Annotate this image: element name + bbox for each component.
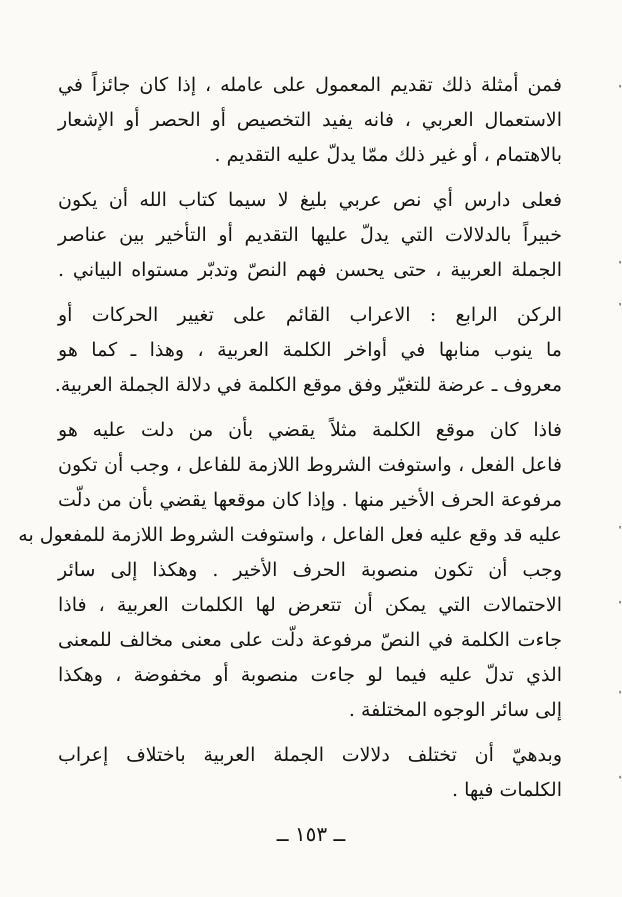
paragraph-2 xyxy=(58,183,562,288)
text-line: ما ينوب منابها في أواخر الكلمة العربية ، وهذا ـ كما هو xyxy=(58,339,562,361)
text-line: الكلمات فيها . xyxy=(452,779,562,801)
text-line: خبيراً بالدلالات التي يدلّ عليها التقديم أو التأخير بين عناصر xyxy=(58,224,563,246)
text-line: وبدهيّ أن تختلف دلالات الجملة العربية باختلاف إعراب xyxy=(58,744,562,766)
text-line: الاستعمال العربي ، فانه يفيد التخصيص أو الحصر أو الإشعار xyxy=(58,109,562,131)
text-line: الجملة العربية ، حتى يحسن فهم النصّ وتدبّر مستواه البياني . xyxy=(58,259,562,281)
paragraph-3 xyxy=(54,298,562,403)
text-line: الاحتمالات التي يمكن أن تتعرض لها الكلمات العربية ، فاذا xyxy=(58,594,562,616)
text-line: فعلى دارس أي نص عربي بليغ لا سيما كتاب الله أن يكون xyxy=(58,189,562,211)
text-line: بالاهتمام ، أو غير ذلك ممّا يدلّ عليه التقديم . xyxy=(214,144,562,166)
text-line: عليه قد وقع عليه فعل الفاعل ، واستوفت الشروط اللازمة للمفعول به xyxy=(18,524,562,546)
text-line: معروف ـ عرضة للتغيّر وفق موقع الكلمة في دلالة الجملة العربية. xyxy=(54,374,562,396)
paragraph-5 xyxy=(58,738,562,808)
paragraph-1 xyxy=(58,68,562,173)
text-line: وجب أن تكون منصوبة الحرف الأخير . وهكذا إلى سائر xyxy=(58,559,562,581)
page-number: ــ ١٥٣ ــ xyxy=(276,822,346,846)
text-line: الذي تدلّ عليه فيما لو جاءت منصوبة أو مخفوضة ، وهكذا xyxy=(58,664,562,686)
text-line: مرفوعة الحرف الأخير منها . وإذا كان موقعها يقضي بأن من دلّت xyxy=(58,489,562,511)
text-line: فاذا كان موقع الكلمة مثلاً يقضي بأن من دلت عليه هو xyxy=(58,419,562,441)
body-text xyxy=(18,68,563,808)
text-line: فاعل الفعل ، واستوفت الشروط اللازمة للفاعل ، وجب أن تكون xyxy=(58,454,562,476)
text-line: إلى سائر الوجوه المختلفة . xyxy=(348,699,562,721)
text-line: فمن أمثلة ذلك تقديم المعمول على عامله ، إذا كان جائزاً في xyxy=(58,74,562,96)
text-line: الركن الرابع : الاعراب القائم على تغيير الحركات أو xyxy=(58,304,562,326)
paragraph-4 xyxy=(18,413,562,728)
text-line: جاءت الكلمة في النصّ مرفوعة دلّت على معنى مخالف للمعنى xyxy=(58,629,562,651)
